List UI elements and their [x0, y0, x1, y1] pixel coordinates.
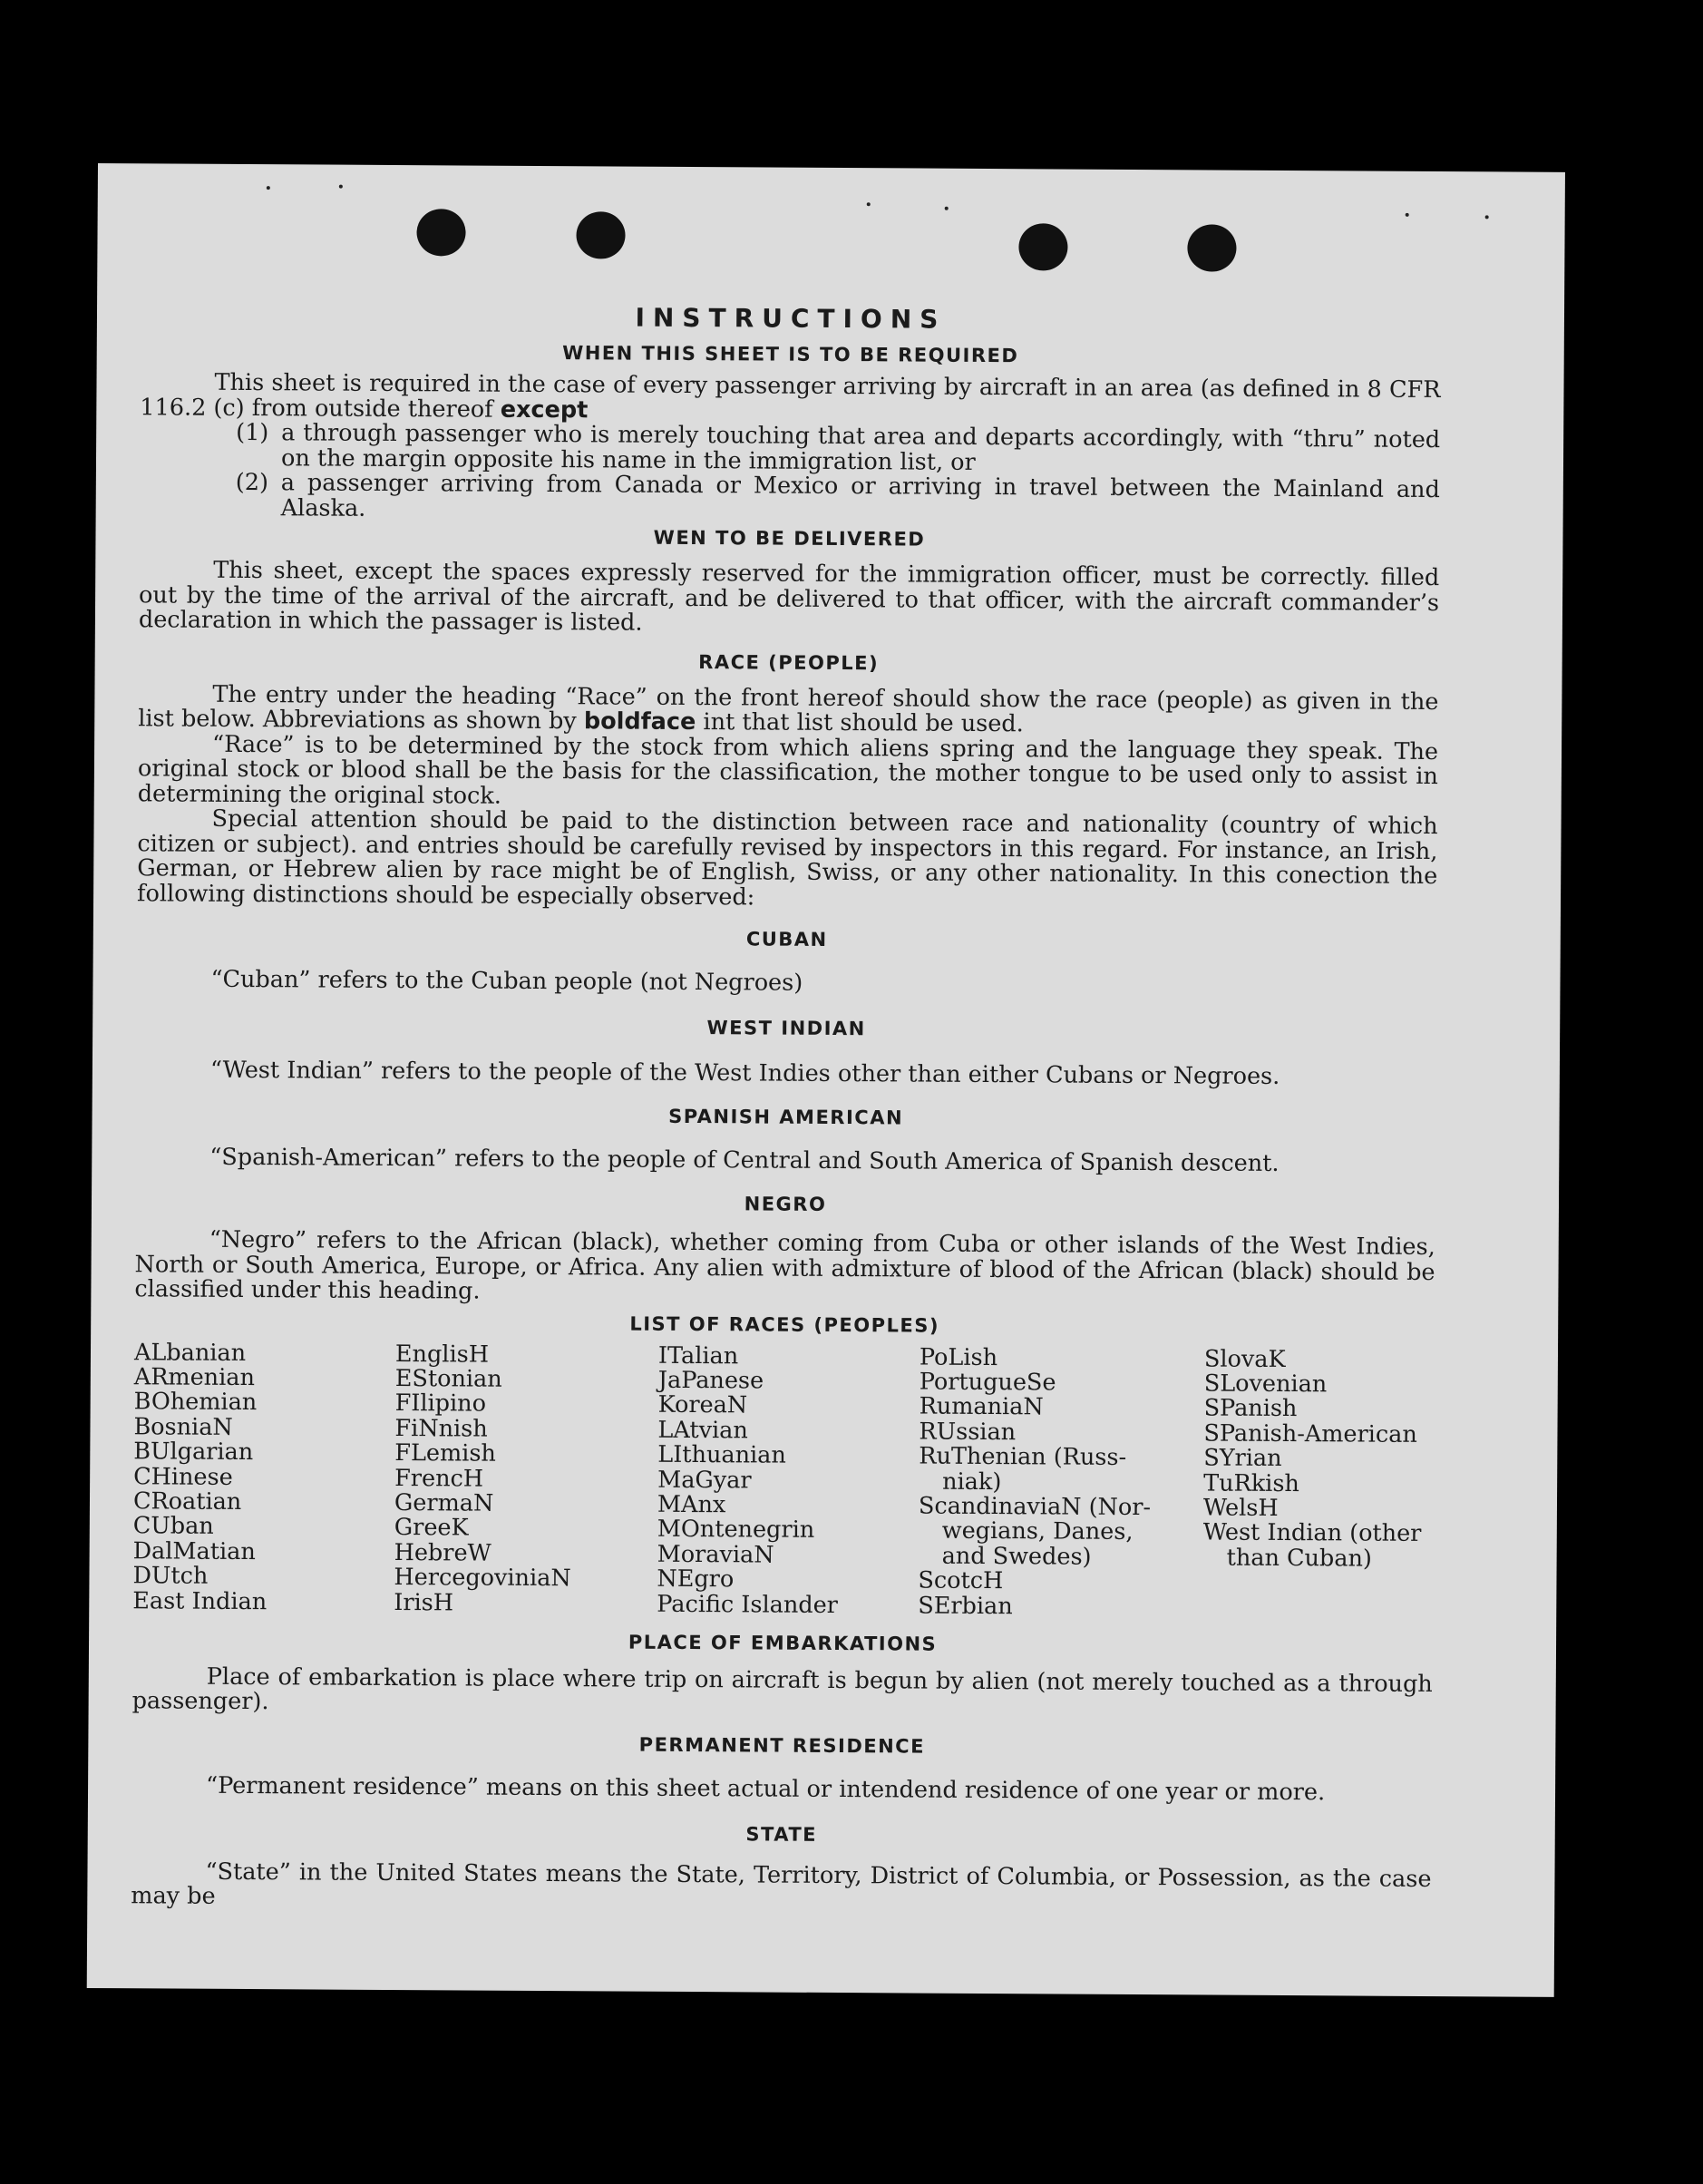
exception-item-2: (2) a passenger arriving from Canada or Mexico or arriving in travel between the Mainland and Alaska.	[235, 468, 1440, 522]
race-list-item: SLovenian	[1203, 1370, 1328, 1399]
punch-hole	[1018, 223, 1067, 270]
race-list-item: niak)	[942, 1467, 1002, 1496]
race-list-item: BUlgarian	[133, 1438, 254, 1467]
race-list-item: MOntenegrin	[657, 1516, 815, 1545]
race-list-item: wegians, Danes,	[941, 1517, 1134, 1546]
race-list-item: than Cuban)	[1226, 1544, 1372, 1573]
race-list-item: BOhemian	[133, 1388, 258, 1417]
race-list-item: GreeK	[394, 1514, 469, 1542]
race-list-item: RumaniaN	[919, 1392, 1044, 1421]
race-list-item: ITalian	[657, 1341, 739, 1370]
race-list-item: HercegoviniaN	[394, 1564, 571, 1593]
race-list-item: Pacific Islander	[657, 1590, 838, 1619]
race-column-3	[657, 1343, 920, 1618]
punch-hole	[576, 211, 625, 258]
race-list-item: TuRkish	[1203, 1469, 1299, 1497]
race-list-item: FLemish	[394, 1439, 496, 1467]
state-text: “State” in the United States means the State, Territory, District of Columbia, or Possession, as the case may be	[131, 1857, 1432, 1911]
speck	[1485, 215, 1489, 219]
race-list-item: FiNnish	[394, 1414, 488, 1443]
speck	[867, 202, 871, 206]
race-list-item: ALbanian	[133, 1338, 247, 1367]
heading-west-indian: WEST INDIAN	[706, 1017, 866, 1040]
race-list-item: KoreaN	[657, 1391, 748, 1419]
race-list-item: NEgro	[657, 1565, 735, 1594]
race-list-item: RuThenian (Russ-	[919, 1442, 1127, 1472]
race-list-item: SPanish-American	[1203, 1419, 1417, 1448]
speck	[1406, 213, 1409, 217]
instructions-content	[131, 297, 1441, 1917]
heading-negro: NEGRO	[744, 1193, 827, 1215]
race-list-item: GermaN	[394, 1488, 494, 1517]
race-paragraph-1: The entry under the heading “Race” on the front hereof should show the race (people) as given in the list below. Abbreviations as shown by boldface int that list should be used.	[138, 680, 1439, 738]
heading-spanish-american: SPANISH AMERICAN	[668, 1105, 904, 1129]
speck	[945, 207, 949, 210]
heading-when-delivered: WEN TO BE DELIVERED	[653, 526, 926, 551]
delivered-text: This sheet, except the spaces expressly reserved for the immigration officer, must be correctly. filled out by the time of the arrival of the aircraft, and be delivered to that officer, with the aircraft commander’s declaration in which the passager is listed.	[138, 556, 1440, 637]
punch-hole	[416, 209, 465, 256]
race-list-item: ScandinaviaN (Nor-	[918, 1492, 1152, 1522]
race-list-item: MaGyar	[657, 1466, 752, 1494]
race-column-2	[394, 1342, 658, 1617]
race-list-item: IrisH	[394, 1588, 454, 1616]
race-list-item: BosniaN	[133, 1412, 233, 1441]
heading-cuban: CUBAN	[745, 928, 828, 951]
race-list-item: SlovaK	[1203, 1344, 1286, 1373]
speck	[339, 185, 343, 189]
race-list-item: RUssian	[919, 1418, 1017, 1446]
race-list-item: CUban	[132, 1512, 214, 1541]
cuban-text: “Cuban” refers to the Cuban people (not Negroes)	[210, 965, 803, 997]
race-list-item: LAtvian	[657, 1416, 748, 1445]
race-list-item: LIthuanian	[657, 1440, 786, 1469]
punch-hole	[1187, 224, 1236, 271]
race-list-item: CHinese	[133, 1462, 233, 1491]
race-list-item: JaPanese	[657, 1366, 764, 1395]
race-list-item: DalMatian	[132, 1537, 256, 1565]
race-list-item: ScotcH	[918, 1566, 1004, 1595]
embarkation-text: Place of embarkation is place where trip on aircraft is begun by alien (not merely touched as a through passenger).	[131, 1662, 1433, 1716]
exception-item-1: (1) a through passenger who is merely touching that area and departs accordingly, with “thru” noted on the margin opposite his name in the immigration list, or	[236, 418, 1441, 476]
race-list-item: SErbian	[918, 1592, 1013, 1620]
race-list-item: East Indian	[132, 1586, 268, 1615]
race-list-item: MAnx	[657, 1490, 726, 1519]
document-sheet	[87, 163, 1565, 1997]
except-bold: except	[500, 395, 589, 424]
race-column-1	[132, 1338, 395, 1615]
race-list-item: DUtch	[132, 1562, 209, 1590]
race-list-item: PortugueSe	[919, 1368, 1056, 1397]
race-list-item: EStonian	[394, 1364, 502, 1393]
residence-text: “Permanent residence” means on this sheet actual or intendend residence of one year or more.	[205, 1771, 1326, 1807]
heading-state: STATE	[745, 1823, 818, 1846]
race-paragraph-3: Special attention should be paid to the distinction between race and nationality (country of which citizen or subject). and entries should be carefully revised by inspectors in this regard. For instance, an Irish, German, or Hebrew alien by race might be of English, Swiss, or any other nationality. In this conection the following distinctions should be especially observed:	[136, 804, 1438, 911]
race-list-item: FrencH	[394, 1464, 484, 1493]
heading-when-required: WHEN THIS SHEET IS TO BE REQUIRED	[562, 342, 1019, 367]
heading-permanent-residence: PERMANENT RESIDENCE	[638, 1733, 926, 1758]
race-list-item: West Indian (other	[1202, 1518, 1422, 1548]
race-list-item: HebreW	[394, 1538, 491, 1567]
required-intro: This sheet is required in the case of every passenger arriving by aircraft in an area (as defined in 8 CFR 116.2 (c) from outside thereof except	[140, 368, 1441, 424]
race-list	[132, 1338, 1435, 1622]
page-title: INSTRUCTIONS	[635, 302, 947, 335]
race-column-5	[1202, 1344, 1431, 1622]
heading-place-of-embarkations: PLACE OF EMBARKATIONS	[628, 1631, 938, 1655]
west-indian-text: “West Indian” refers to the people of the West Indies other than either Cubans or Negroes.	[209, 1056, 1280, 1090]
race-list-item: and Swedes)	[941, 1542, 1092, 1571]
race-list-item: EnglisH	[394, 1340, 490, 1369]
boldface-word: boldface	[583, 707, 696, 736]
spanish-american-text: “Spanish-American” refers to the people of Central and South America of Spanish descent.	[209, 1143, 1280, 1177]
negro-text: “Negro” refers to the African (black), whether coming from Cuba or other islands of the West Indies, North or South America, Europe, or Africa. Any alien with admixture of blood of the African (black) should be classified under this heading.	[134, 1225, 1435, 1305]
race-list-item: FIlipino	[394, 1389, 487, 1418]
race-list-item: SYrian	[1203, 1444, 1282, 1473]
race-list-item: CRoatian	[132, 1487, 242, 1516]
race-list-item: SPanish	[1203, 1394, 1298, 1423]
race-list-item: WelsH	[1202, 1494, 1279, 1522]
race-paragraph-2: “Race” is to be determined by the stock from which aliens spring and the language they speak. The original stock or blood shall be the basis for the classification, the mother tongue to be used only to assist in determining the original stock.	[137, 730, 1439, 810]
speck	[267, 186, 270, 190]
heading-list-of-races: LIST OF RACES (PEOPLES)	[629, 1312, 940, 1337]
race-list-item: PoLish	[919, 1343, 998, 1371]
race-list-item: MoraviaN	[657, 1540, 774, 1569]
race-list-item: ARmenian	[133, 1363, 256, 1391]
heading-race: RACE (PEOPLE)	[698, 650, 880, 674]
race-column-4	[918, 1345, 1204, 1620]
